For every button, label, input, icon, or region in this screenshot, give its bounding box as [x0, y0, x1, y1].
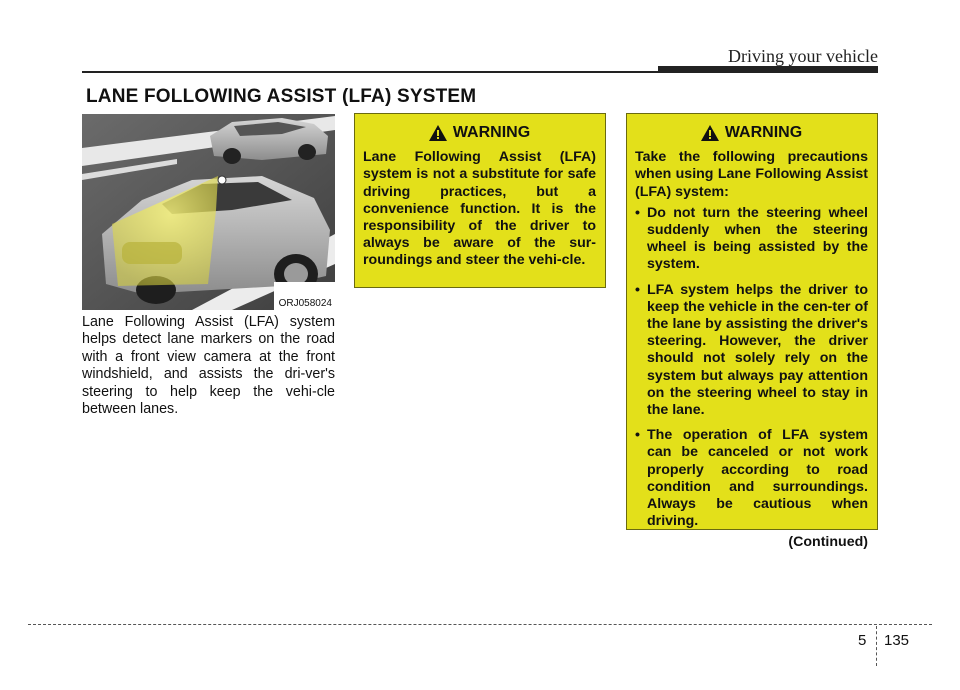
header-rule-accent — [658, 66, 878, 73]
background-car — [210, 118, 328, 164]
warning-box-1 — [354, 113, 606, 288]
header-rule — [82, 71, 660, 73]
warning-box-2 — [626, 113, 878, 551]
list-item: • The operation of LFA system can be canceled or not work properly according to road condition and surroundings. Always be cautious when driving. — [635, 427, 868, 530]
warning-list — [635, 205, 868, 531]
body-text: Lane Following Assist (LFA) system helps detect lane markers on the road with a front view camera at the front windshield, and assists the dri-ver's steering to help keep the vehi-cle between lanes. — [82, 314, 335, 418]
warning-intro: Take the following precautions when using Lane Following Assist (LFA) system: — [635, 149, 868, 200]
chapter-number: 5 — [858, 632, 867, 649]
lfa-illustration — [82, 114, 335, 310]
page-number: 135 — [884, 632, 910, 649]
page-divider — [876, 626, 877, 666]
warning-triangle-icon — [701, 125, 719, 141]
header-section-label: Driving your vehicle — [728, 46, 878, 66]
footer-rule — [28, 624, 932, 625]
warning-title: WARNING — [724, 124, 803, 141]
continued-label: (Continued) — [788, 534, 868, 551]
warning-heading — [363, 124, 596, 141]
warning-triangle-icon — [429, 125, 447, 141]
warning-heading — [635, 124, 868, 141]
lfa-car-image — [82, 114, 335, 310]
figure-caption: ORJ058024 — [278, 298, 332, 309]
warning-title: WARNING — [452, 124, 531, 141]
camera-icon — [218, 176, 226, 184]
page-title: LANE FOLLOWING ASSIST (LFA) SYSTEM — [86, 86, 477, 107]
warning-text: Lane Following Assist (LFA) system is not a substitute for safe driving practices, but a convenience function. It is the responsibility of the driver to always be aware of the sur-roundings and steer the vehi-cle. — [363, 149, 596, 269]
list-item: • Do not turn the steering wheel suddenly when the steering wheel is being assisted by the system. — [635, 205, 868, 274]
list-item: • LFA system helps the driver to keep the vehicle in the cen-ter of the lane by assisting the driver's steering. However, the driver should not solely rely on the system but always pay attention on the steering wheel to stay in the lane. — [635, 282, 868, 420]
